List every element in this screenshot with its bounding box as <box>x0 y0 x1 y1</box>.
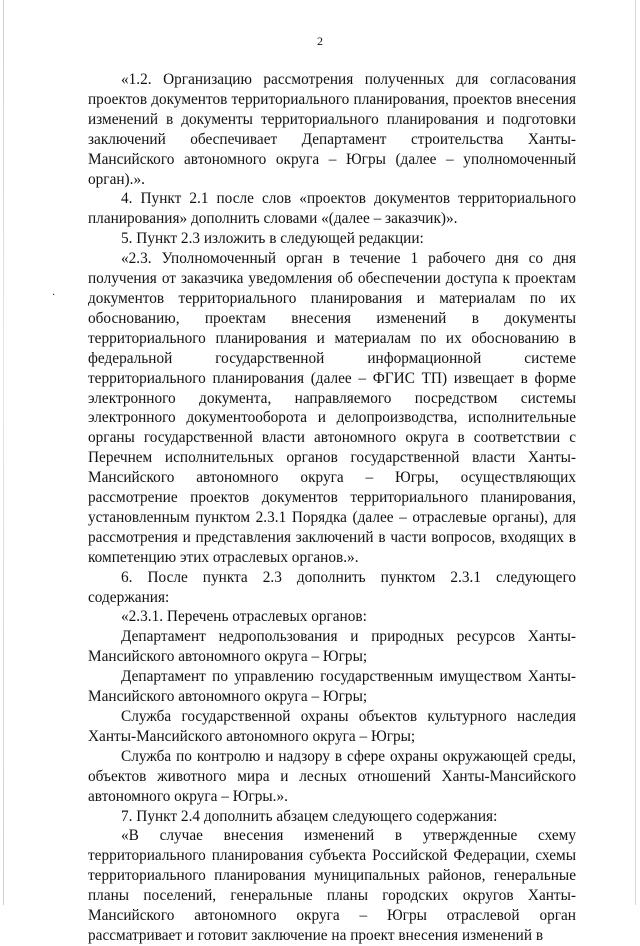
scan-speck: · <box>52 290 56 301</box>
page-number: 2 <box>317 34 323 48</box>
paragraph-item-7: 7. Пункт 2.4 дополнить абзацем следующего содержания: <box>121 807 498 825</box>
paragraph-2-4-addition: «В случае внесения изменений в утвержденные схему территориального планирования субъекта Российской Федерации, схемы территориального планирования муниципальных районов, генеральные планы поселений, генеральные планы городских округов Ханты-Мансийского автономного округа – Югры отраслевой орган рассматривает и готовит заключение на проект внесения изменений в <box>88 827 576 944</box>
list-item-dept-imush: Департамент по управлению государственным имуществом Ханты-Мансийского автономного округа – Югры; <box>88 668 576 706</box>
page-edge-right <box>635 0 636 905</box>
paragraph-2-3: «2.3. Уполномоченный орган в течение 1 рабочего дня со дня получения от заказчика уведомления об обеспечении доступа к проектам документов территориального планирования и материалам по их обоснованию, проектам внесения изменений в документы территориального планирования и материалам по их обоснованию в федеральной государственной информационной системе территориального планирования (далее – ФГИС ТП) извещает в форме электронного документа, направляемого посредством системы электронного документооборота и делопроизводства, исполнительные органы государственной власти автономного округа в соответствии с Перечнем исполнительных органов государственной власти Ханты-Мансийского автономного округа – Югры, осуществляющих рассмотрение проектов документов территориального планирования, установленным пунктом 2.3.1 Порядка (далее – отраслевые органы), для рассмотрения и представления заключений в части вопросов, входящих в компетенцию этих отраслевых органов.». <box>88 250 576 566</box>
paragraph-2-3-1-heading: «2.3.1. Перечень отраслевых органов: <box>121 608 367 626</box>
list-item-sluzhba-nasledie: Служба государственной охраны объектов культурного наследия Ханты-Мансийского автономного округа – Югры; <box>88 708 576 745</box>
list-item-sluzhba-priroda: Служба по контролю и надзору в сфере охраны окружающей среды, объектов животного мира и лесных отношений Ханты-Мансийского автономного округа – Югры.». <box>88 747 576 805</box>
paragraph-item-6: 6. После пункта 2.3 дополнить пунктом 2.3.1 следующего содержания: <box>88 568 576 606</box>
list-item-dept-nedro: Департамент недропользования и природных ресурсов Ханты-Мансийского автономного округа – Югры; <box>88 628 576 666</box>
page-edge-left <box>3 0 4 905</box>
document-body <box>88 70 576 946</box>
paragraph-item-4: 4. Пункт 2.1 после слов «проектов документов территориального планирования» дополнить словами «(далее – заказчик)». <box>88 190 576 228</box>
paragraph-item-5: 5. Пункт 2.3 изложить в следующей редакции: <box>121 230 424 248</box>
paragraph-1-2: «1.2. Организацию рассмотрения полученных для согласования проектов документов территориального планирования, проектов внесения изменений в документы территориального планирования и подготовки заключений обеспечивает Департамент строительства Ханты-Мансийского автономного округа – Югры (далее – уполномоченный орган).». <box>88 71 576 188</box>
